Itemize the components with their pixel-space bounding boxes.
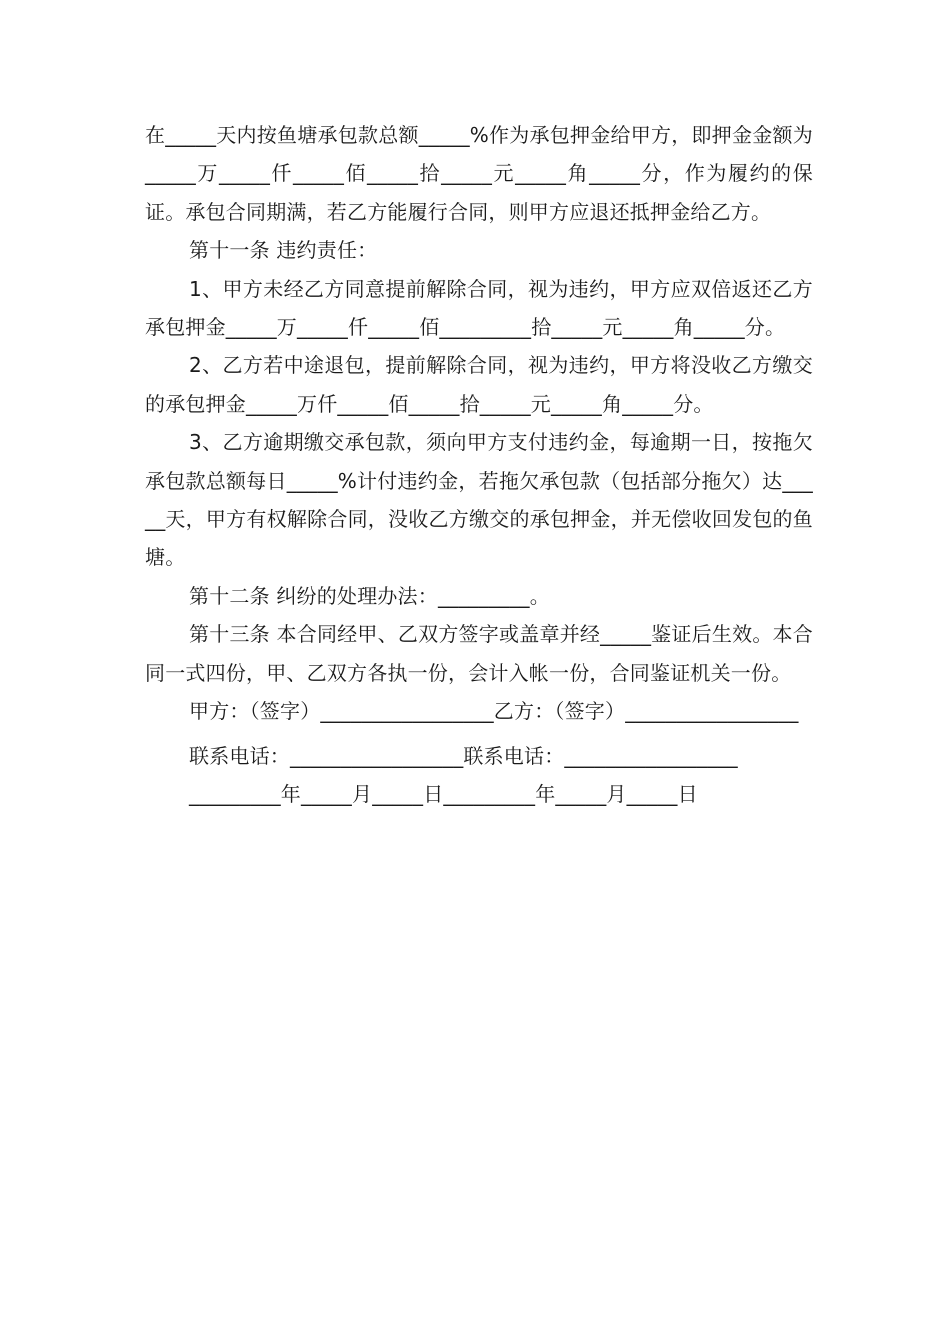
paragraph-clause-3: 3、乙方逾期缴交承包款，须向甲方支付违约金，每逾期一日，按拖欠承包款总额每日_____%计付违约金，若拖欠承包款（包括部分拖欠）达_____天，甲方有权解除合同，没收乙方缴交的承包押金，并无偿收回发包的鱼塘。: [145, 430, 813, 570]
date-line: _________年_____月_____日_________年_____月_____日: [189, 781, 698, 806]
paragraph-clause-1: 1、甲方未经乙方同意提前解除合同，视为违约，甲方应双倍返还乙方承包押金_____万_____仟_____佰_________拾_____元_____角_____分。: [145, 276, 813, 340]
paragraph-clause-2: 2、乙方若中途退包，提前解除合同，视为违约，甲方将没收乙方缴交的承包押金_____万仟_____佰_____拾_____元_____角_____分。: [145, 353, 813, 416]
paragraph-article-13: 第十三条 本合同经甲、乙双方签字或盖章并经_____鉴证后生效。本合同一式四份，甲、乙双方各执一份，会计入帐一份，合同鉴证机关一份。: [145, 622, 813, 685]
paragraph-deposit: 在_____天内按鱼塘承包款总额_____%作为承包押金给甲方，即押金金额为_____万_____仟_____佰_____拾_____元_____角_____分，作为履约的保证。承包合同期满，若乙方能履行合同，则甲方应退还抵押金给乙方。: [145, 123, 813, 224]
signature-line: 甲方：（签字）_________________乙方：（签字）_________________: [189, 699, 799, 724]
document-page: [145, 116, 813, 813]
heading-article-11: 第十一条 违约责任：: [189, 238, 378, 263]
phone-line: 联系电话：_________________联系电话：_________________: [189, 743, 738, 768]
paragraph-article-12: 第十二条 纠纷的处理办法：_________。: [189, 583, 550, 608]
